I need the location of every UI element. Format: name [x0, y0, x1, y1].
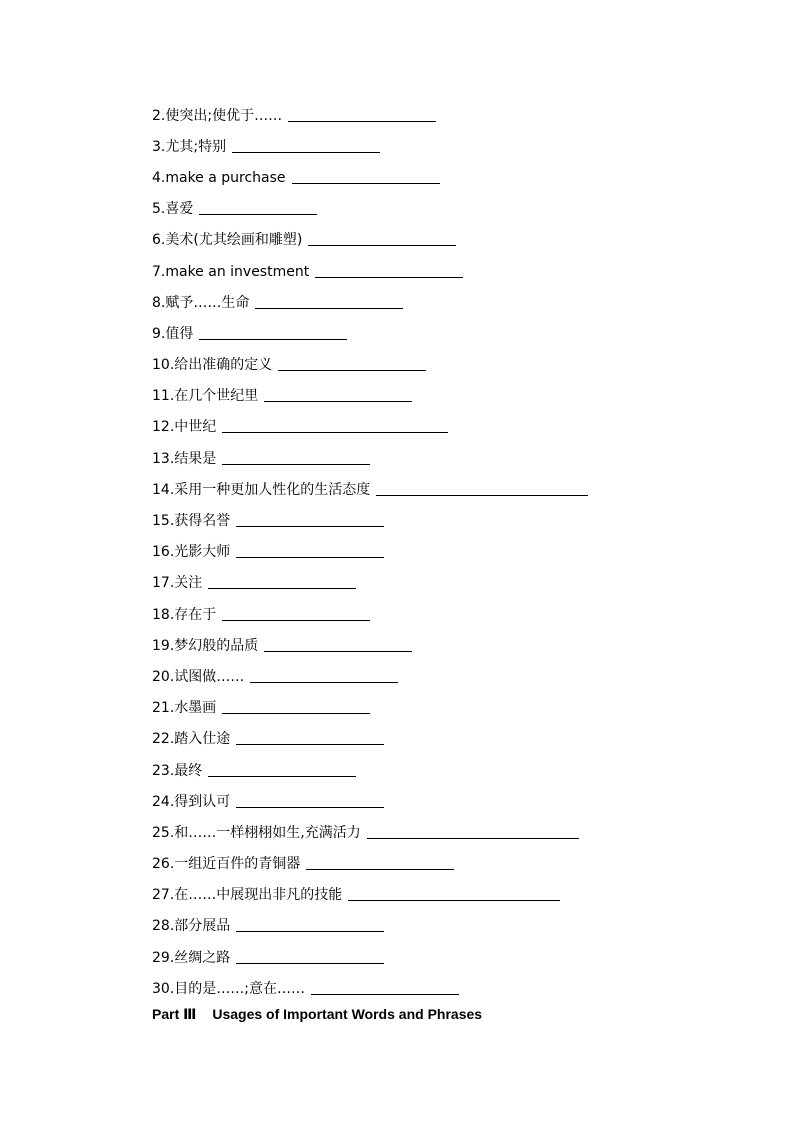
item-number: 4. [152, 169, 166, 186]
item-prompt: 目的是……;意在…… [174, 980, 305, 997]
list-item [152, 849, 712, 880]
answer-blank[interactable] [376, 494, 588, 496]
item-number: 18. [152, 606, 175, 623]
list-item [152, 256, 712, 287]
item-number: 22. [152, 731, 175, 748]
list-item [152, 537, 712, 568]
worksheet [152, 100, 712, 1023]
answer-blank[interactable] [232, 151, 380, 153]
list-item [152, 474, 712, 505]
list-item [152, 630, 712, 661]
item-number: 7. [152, 263, 166, 280]
item-prompt: 美术(尤其绘画和雕塑) [165, 232, 303, 249]
answer-blank[interactable] [222, 431, 448, 433]
list-item [152, 412, 712, 443]
item-prompt: 在……中展现出非凡的技能 [174, 887, 343, 904]
item-prompt: 获得名誉 [174, 513, 231, 530]
answer-blank[interactable] [236, 525, 384, 527]
list-item [152, 162, 712, 193]
answer-blank[interactable] [222, 712, 370, 714]
item-number: 12. [152, 419, 175, 436]
item-prompt: make an investment [165, 263, 310, 280]
item-number: 30. [152, 980, 175, 997]
answer-blank[interactable] [236, 930, 384, 932]
item-prompt: 尤其;特别 [165, 138, 227, 155]
list-item [152, 661, 712, 692]
answer-blank[interactable] [264, 400, 412, 402]
answer-blank[interactable] [208, 775, 356, 777]
item-prompt: 水墨画 [174, 700, 217, 717]
item-number: 5. [152, 201, 166, 218]
answer-blank[interactable] [222, 463, 370, 465]
item-prompt: 和……一样栩栩如生,充满活力 [174, 824, 361, 841]
section-title: Usages of Important Words and Phrases [212, 1006, 483, 1023]
item-prompt: 赋予……生命 [165, 294, 250, 311]
answer-blank[interactable] [250, 681, 398, 683]
list-item [152, 568, 712, 599]
section-heading [152, 1006, 712, 1023]
answer-blank[interactable] [199, 338, 347, 340]
item-prompt: 喜爱 [165, 201, 194, 218]
list-item [152, 880, 712, 911]
item-prompt: 一组近百件的青铜器 [174, 856, 301, 873]
item-number: 26. [152, 856, 175, 873]
item-prompt: 踏入仕途 [174, 731, 231, 748]
item-number: 2. [152, 107, 166, 124]
item-prompt: 中世纪 [174, 419, 217, 436]
answer-blank[interactable] [311, 993, 459, 995]
answer-blank[interactable] [306, 868, 454, 870]
section-part-label: Part Ⅲ [152, 1006, 197, 1023]
item-number: 29. [152, 949, 175, 966]
item-prompt: 光影大师 [174, 544, 231, 561]
answer-blank[interactable] [308, 244, 456, 246]
item-prompt: make a purchase [165, 169, 286, 186]
list-item [152, 911, 712, 942]
item-number: 27. [152, 887, 175, 904]
answer-blank[interactable] [236, 743, 384, 745]
answer-blank[interactable] [348, 899, 560, 901]
list-item [152, 318, 712, 349]
item-prompt: 试图做…… [174, 668, 245, 685]
answer-blank[interactable] [199, 213, 317, 215]
item-number: 24. [152, 793, 175, 810]
item-prompt: 丝绸之路 [174, 949, 231, 966]
answer-blank[interactable] [222, 619, 370, 621]
list-item [152, 755, 712, 786]
answer-blank[interactable] [264, 650, 412, 652]
item-number: 14. [152, 481, 175, 498]
item-prompt: 采用一种更加人性化的生活态度 [174, 481, 371, 498]
item-number: 16. [152, 544, 175, 561]
list-item [152, 942, 712, 973]
list-item [152, 973, 712, 1004]
item-prompt: 关注 [174, 575, 203, 592]
item-number: 23. [152, 762, 175, 779]
item-number: 11. [152, 388, 175, 405]
list-item [152, 350, 712, 381]
answer-blank[interactable] [236, 806, 384, 808]
list-item [152, 100, 712, 131]
answer-blank[interactable] [292, 182, 440, 184]
list-item [152, 817, 712, 848]
item-prompt: 给出准确的定义 [174, 357, 273, 374]
item-number: 17. [152, 575, 175, 592]
item-number: 8. [152, 294, 166, 311]
item-number: 20. [152, 668, 175, 685]
answer-blank[interactable] [236, 556, 384, 558]
item-number: 19. [152, 637, 175, 654]
item-number: 6. [152, 232, 166, 249]
list-item [152, 287, 712, 318]
answer-blank[interactable] [236, 962, 384, 964]
item-prompt: 使突出;使优于…… [165, 107, 283, 124]
item-prompt: 得到认可 [174, 793, 231, 810]
item-number: 13. [152, 450, 175, 467]
list-item [152, 225, 712, 256]
item-prompt: 结果是 [174, 450, 217, 467]
phrase-list [152, 100, 712, 1004]
list-item [152, 693, 712, 724]
list-item [152, 786, 712, 817]
item-prompt: 梦幻般的品质 [174, 637, 259, 654]
answer-blank[interactable] [367, 837, 579, 839]
list-item [152, 505, 712, 536]
item-number: 25. [152, 824, 175, 841]
item-prompt: 最终 [174, 762, 203, 779]
item-number: 10. [152, 357, 175, 374]
item-number: 9. [152, 325, 166, 342]
item-prompt: 在几个世纪里 [174, 388, 259, 405]
item-number: 3. [152, 138, 166, 155]
answer-blank[interactable] [255, 307, 403, 309]
answer-blank[interactable] [208, 587, 356, 589]
list-item [152, 131, 712, 162]
item-prompt: 部分展品 [174, 918, 231, 935]
answer-blank[interactable] [288, 120, 436, 122]
item-number: 28. [152, 918, 175, 935]
item-prompt: 值得 [165, 325, 194, 342]
list-item [152, 599, 712, 630]
answer-blank[interactable] [315, 276, 463, 278]
answer-blank[interactable] [278, 369, 426, 371]
item-number: 21. [152, 700, 175, 717]
list-item [152, 194, 712, 225]
item-prompt: 存在于 [174, 606, 217, 623]
list-item [152, 724, 712, 755]
list-item [152, 381, 712, 412]
list-item [152, 443, 712, 474]
item-number: 15. [152, 513, 175, 530]
